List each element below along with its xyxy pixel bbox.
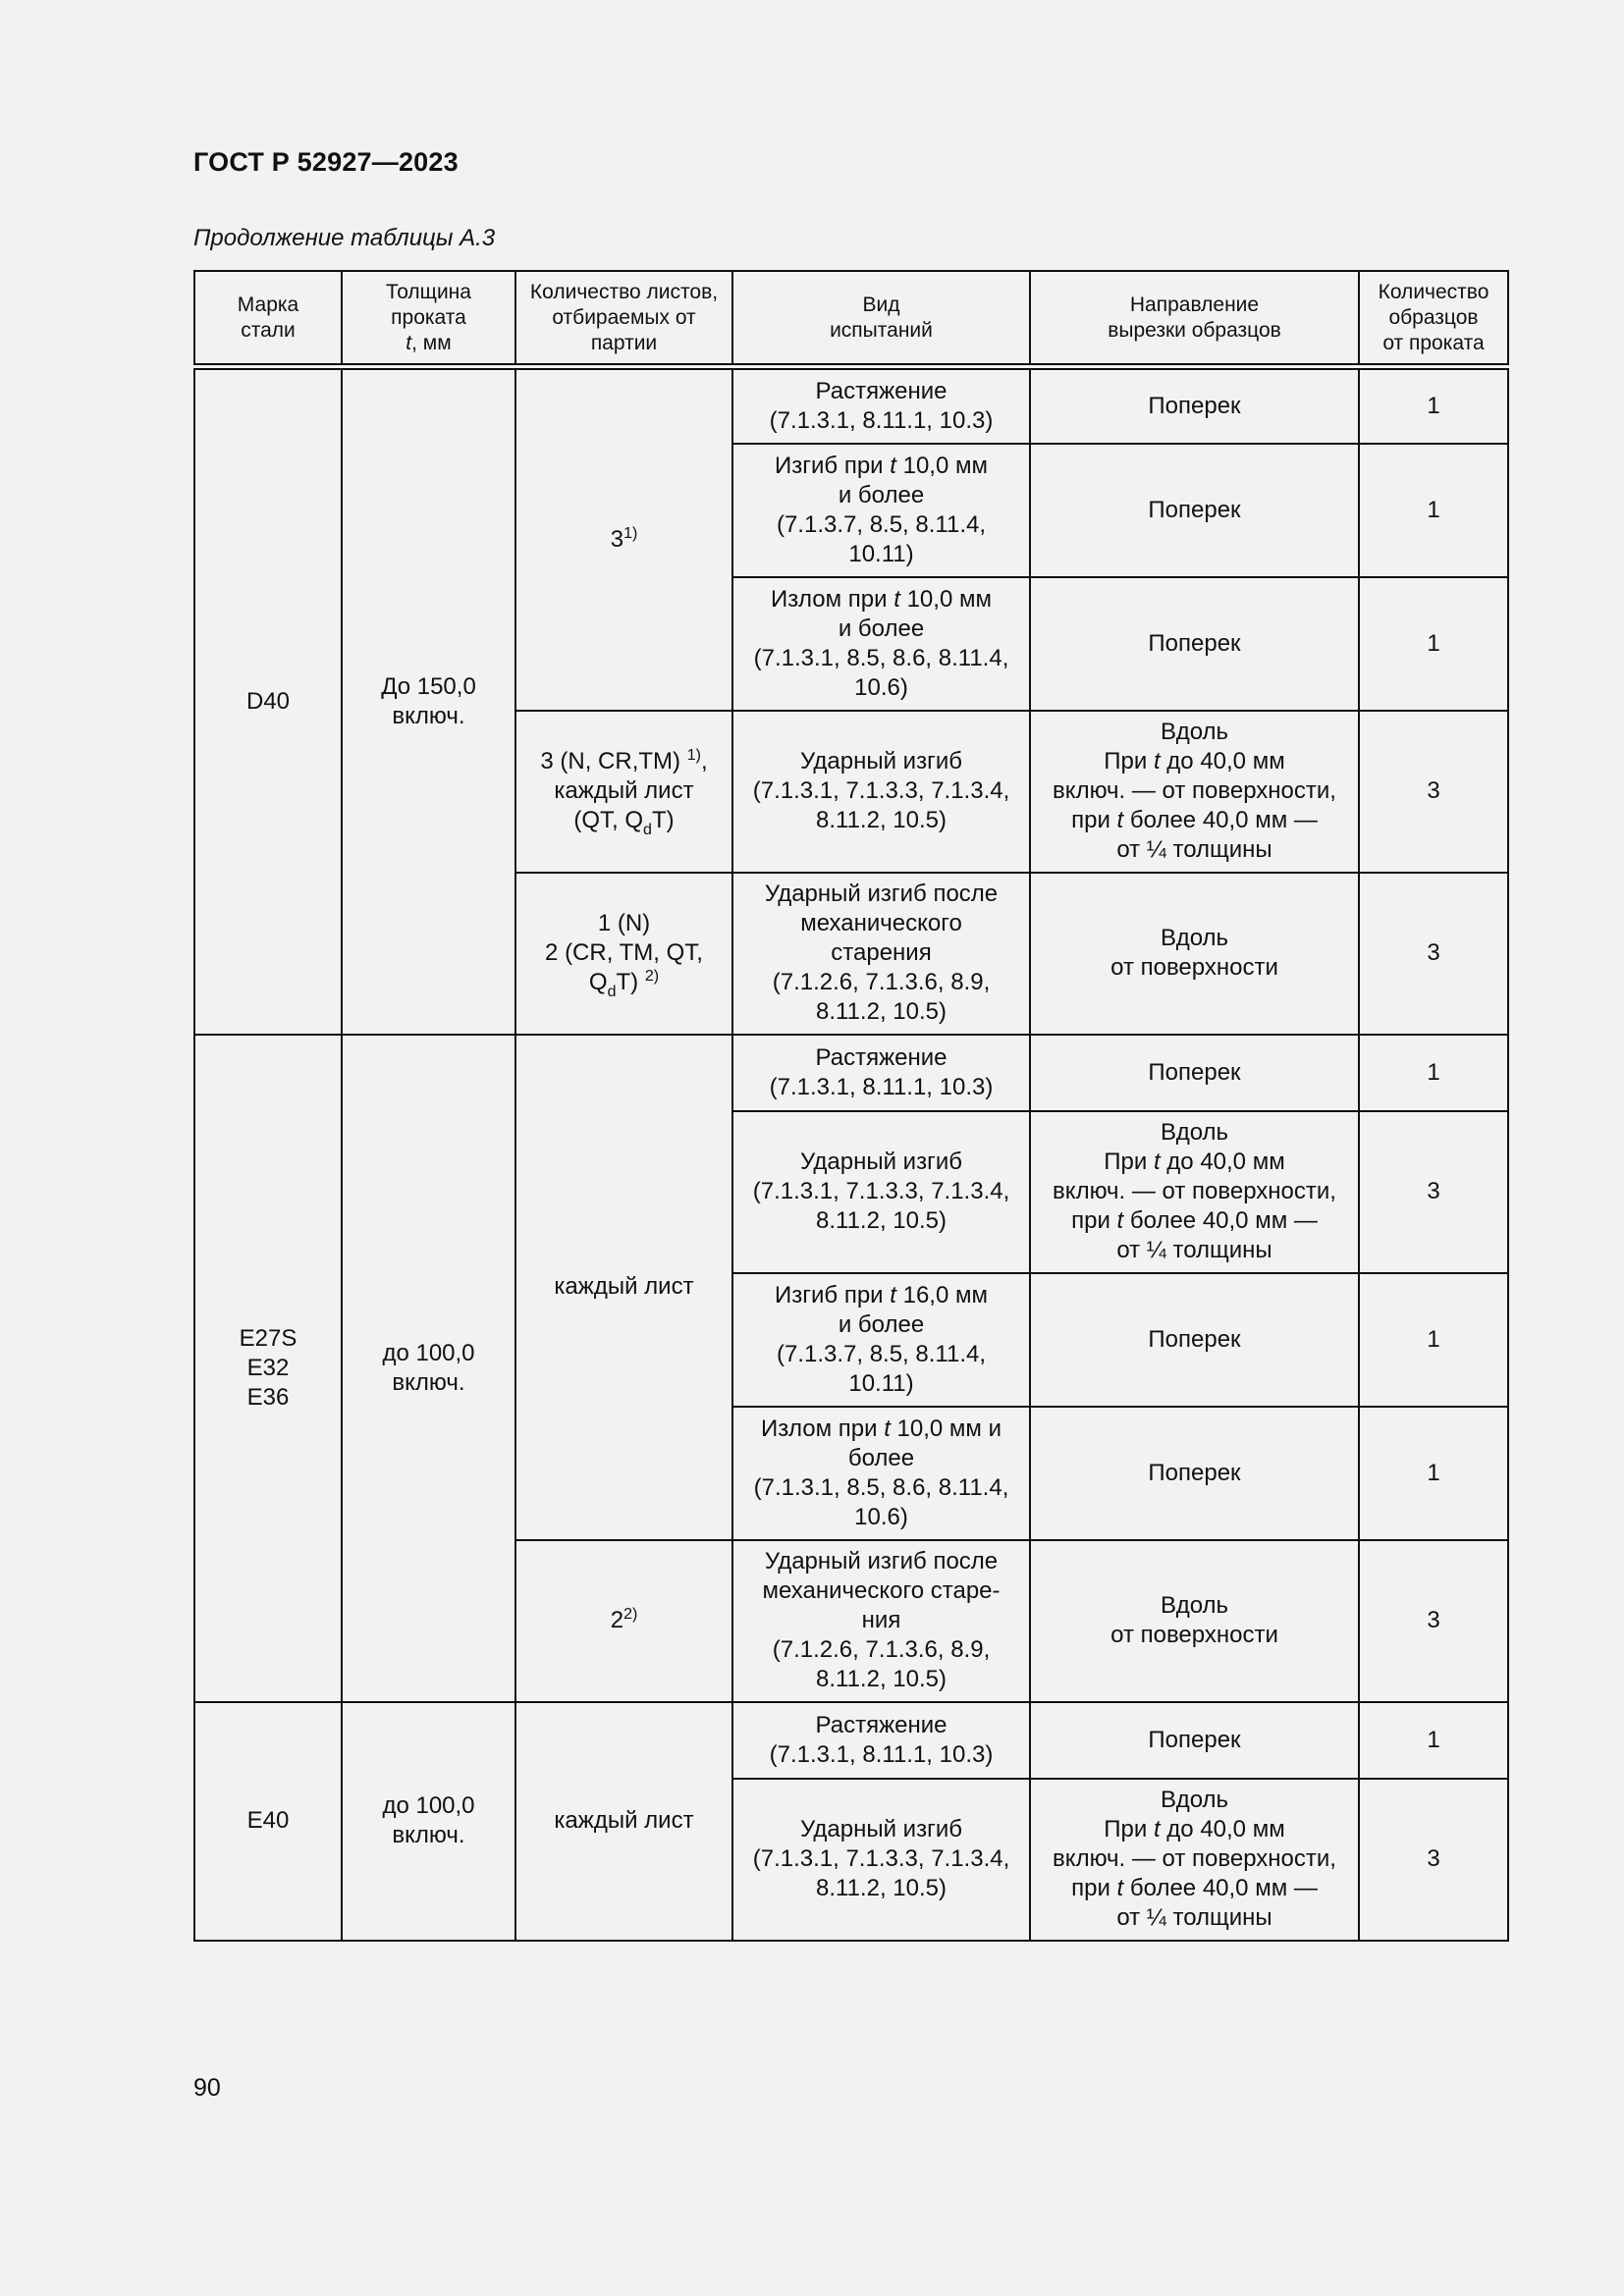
count-cell: 3 [1359, 1111, 1508, 1273]
test-type-cell: Ударный изгиб (7.1.3.1, 7.1.3.3, 7.1.3.4, 8.11.2, 10.5) [732, 1779, 1030, 1941]
sheets-cell: 1 (N) 2 (CR, TM, QT, $Q_dT$) $^{2)}$ [515, 873, 732, 1035]
test-type-cell: Ударный изгиб после механического старения (7.1.2.6, 7.1.3.6, 8.9, 8.11.2, 10.5) [732, 873, 1030, 1035]
count-cell: 1 [1359, 1407, 1508, 1540]
sheets-cell: каждый лист [515, 1035, 732, 1540]
col-header-count: Количество образцов от проката [1359, 271, 1508, 367]
col-header-thickness: Толщина проката t, мм [342, 271, 515, 367]
test-type-cell: Ударный изгиб (7.1.3.1, 7.1.3.3, 7.1.3.4, 8.11.2, 10.5) [732, 711, 1030, 873]
grade-cell: D40 [194, 367, 342, 1035]
table-row [194, 1702, 1508, 1779]
thickness-cell: до 100,0 включ. [342, 1035, 515, 1702]
col-header-test-type: Вид испытаний [732, 271, 1030, 367]
count-cell: 1 [1359, 1035, 1508, 1111]
direction-cell: Поперек [1030, 444, 1359, 577]
test-requirements-table-wrap [193, 270, 1507, 1942]
count-cell: 3 [1359, 1779, 1508, 1941]
count-cell: 3 [1359, 873, 1508, 1035]
sheets-cell: 3 (N, CR,TM) $^{1)}$, каждый лист (QT, $Q_dT$) [515, 711, 732, 873]
test-type-cell: Ударный изгиб после механического старе- ния (7.1.2.6, 7.1.3.6, 8.9, 8.11.2, 10.5) [732, 1540, 1030, 1702]
count-cell: 1 [1359, 577, 1508, 711]
direction-cell: Поперек [1030, 1035, 1359, 1111]
direction-cell: Поперек [1030, 1273, 1359, 1407]
test-type-cell: Изгиб при t 16,0 мм и более (7.1.3.7, 8.5, 8.11.4, 10.11) [732, 1273, 1030, 1407]
direction-cell: Поперек [1030, 577, 1359, 711]
direction-cell: Поперек [1030, 367, 1359, 444]
table-row [194, 1035, 1508, 1111]
test-type-cell: Излом при t 10,0 мм и более (7.1.3.1, 8.5, 8.6, 8.11.4, 10.6) [732, 1407, 1030, 1540]
sheets-cell: 2$^{2)}$ [515, 1540, 732, 1702]
count-cell: 3 [1359, 711, 1508, 873]
direction-cell: Поперек [1030, 1407, 1359, 1540]
table-body [194, 367, 1508, 1941]
direction-cell: Вдоль При t до 40,0 мм включ. — от поверхности, при t более 40,0 мм — от ¼ толщины [1030, 1779, 1359, 1941]
table-caption: Продолжение таблицы А.3 [193, 225, 496, 251]
direction-cell: Поперек [1030, 1702, 1359, 1779]
test-type-cell: Изгиб при t 10,0 мм и более (7.1.3.7, 8.5, 8.11.4, 10.11) [732, 444, 1030, 577]
test-type-cell: Ударный изгиб (7.1.3.1, 7.1.3.3, 7.1.3.4, 8.11.2, 10.5) [732, 1111, 1030, 1273]
direction-cell: Вдоль При t до 40,0 мм включ. — от поверхности, при t более 40,0 мм — от ¼ толщины [1030, 1111, 1359, 1273]
count-cell: 1 [1359, 367, 1508, 444]
grade-cell: E40 [194, 1702, 342, 1941]
col-header-direction: Направление вырезки образцов [1030, 271, 1359, 367]
sheets-cell: каждый лист [515, 1702, 732, 1941]
count-cell: 1 [1359, 1273, 1508, 1407]
sheets-cell: 3$^{1)}$ [515, 367, 732, 711]
thickness-cell: До 150,0 включ. [342, 367, 515, 1035]
test-type-cell: Излом при t 10,0 мм и более (7.1.3.1, 8.5, 8.6, 8.11.4, 10.6) [732, 577, 1030, 711]
test-requirements-table [193, 270, 1509, 1942]
document-header: ГОСТ Р 52927—2023 [193, 147, 459, 177]
grade-cell: E27S E32 E36 [194, 1035, 342, 1702]
direction-cell: Вдоль При t до 40,0 мм включ. — от поверхности, при t более 40,0 мм — от ¼ толщины [1030, 711, 1359, 873]
table-row [194, 367, 1508, 444]
direction-cell: Вдоль от поверхности [1030, 873, 1359, 1035]
test-type-cell: Растяжение (7.1.3.1, 8.11.1, 10.3) [732, 367, 1030, 444]
count-cell: 3 [1359, 1540, 1508, 1702]
count-cell: 1 [1359, 444, 1508, 577]
test-type-cell: Растяжение (7.1.3.1, 8.11.1, 10.3) [732, 1702, 1030, 1779]
direction-cell: Вдоль от поверхности [1030, 1540, 1359, 1702]
page-number: 90 [193, 2074, 221, 2102]
col-header-sheets: Количество листов, отбираемых от партии [515, 271, 732, 367]
thickness-cell: до 100,0 включ. [342, 1702, 515, 1941]
count-cell: 1 [1359, 1702, 1508, 1779]
header-row [194, 271, 1508, 367]
test-type-cell: Растяжение (7.1.3.1, 8.11.1, 10.3) [732, 1035, 1030, 1111]
table-head [194, 271, 1508, 367]
col-header-grade: Марка стали [194, 271, 342, 367]
